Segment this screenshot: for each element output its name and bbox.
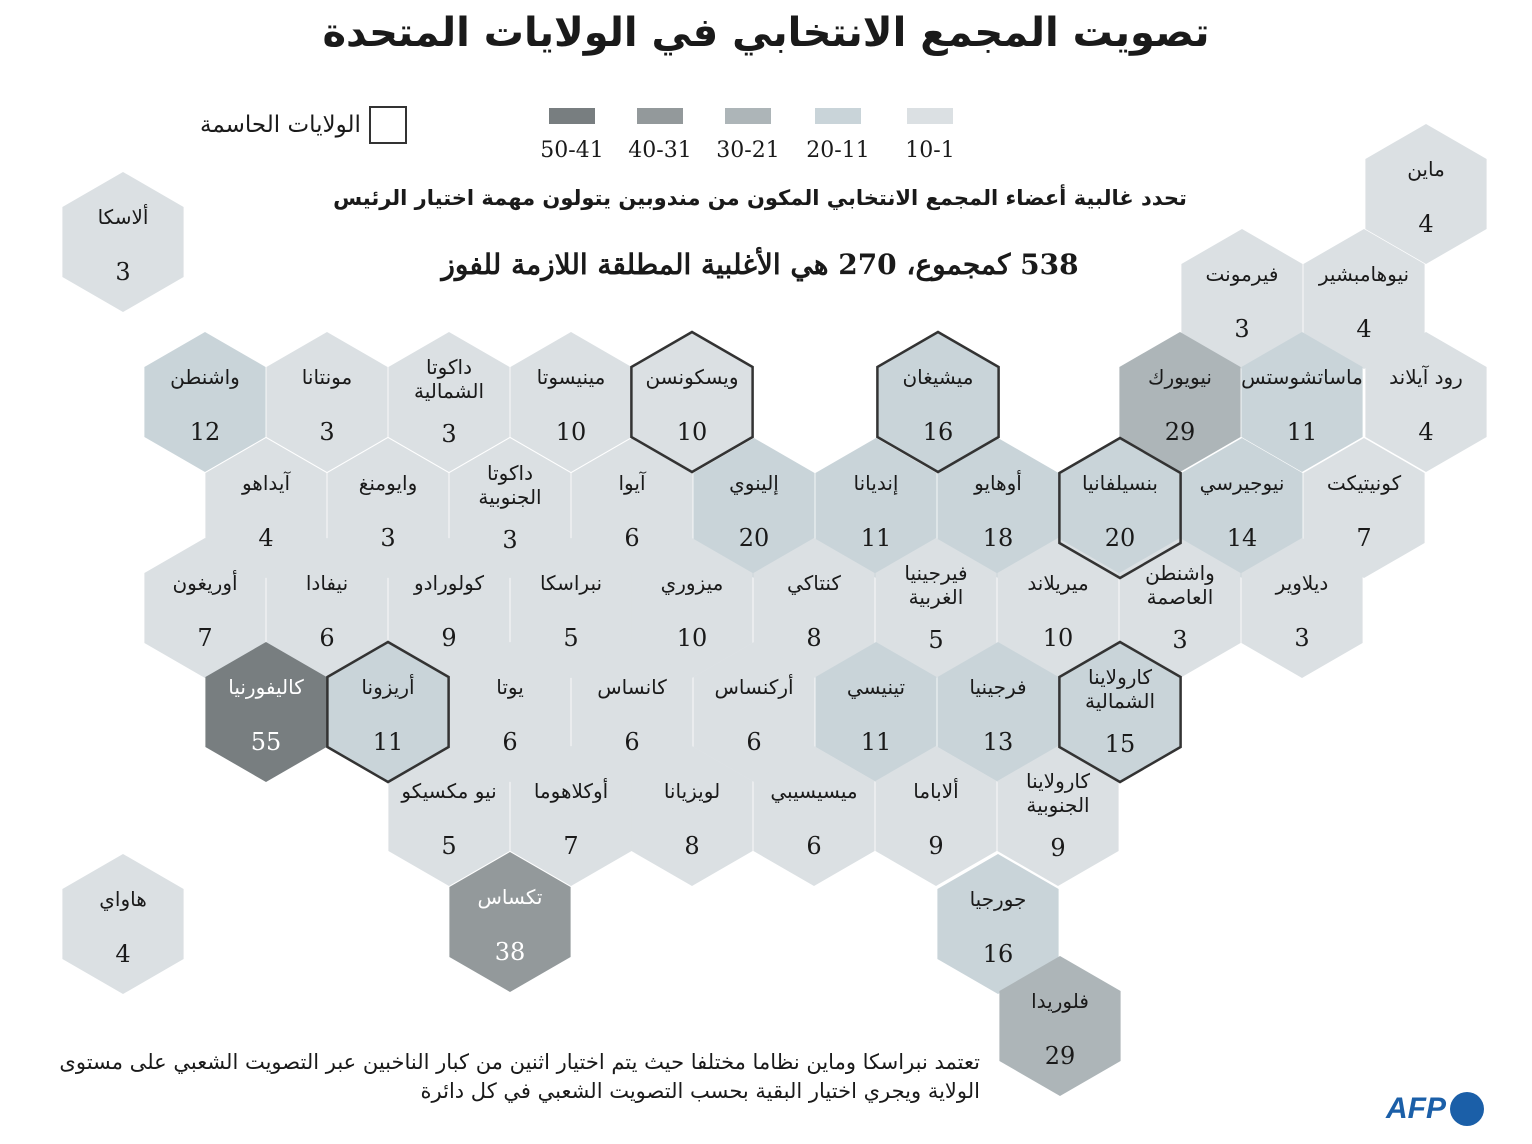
state-name: نيويورك — [1148, 365, 1212, 389]
state-votes: 3 — [1234, 315, 1250, 343]
state-votes: 18 — [982, 524, 1014, 552]
state-votes: 5 — [563, 624, 579, 652]
state-name: رود آيلاند — [1389, 365, 1463, 389]
state-votes: 8 — [806, 624, 822, 652]
state-votes: 4 — [1418, 418, 1434, 446]
state-name: أوهايو — [974, 471, 1022, 495]
state-tile — [62, 172, 183, 312]
subtitle: تحدد غالبية أعضاء المجمع الانتخابي المكون من مندوبين يتولون مهمة اختيار الرئيس — [333, 186, 1187, 210]
state-votes: 16 — [922, 418, 954, 446]
state-hex-47 — [62, 854, 183, 994]
state-name: ويسكونسن — [645, 365, 739, 389]
afp-logo — [1386, 1092, 1484, 1126]
state-name: هاواي — [99, 887, 147, 911]
state-name: يوتا — [496, 675, 524, 699]
state-name: ألاباما — [913, 779, 959, 803]
state-votes: 29 — [1044, 1042, 1076, 1070]
state-name: فيرجينيا الغربية — [904, 561, 968, 609]
state-votes: 29 — [1164, 418, 1196, 446]
state-name: داكوتا الجنوبية — [478, 461, 542, 509]
state-votes: 11 — [372, 728, 404, 756]
state-votes: 3 — [502, 526, 518, 554]
state-votes: 6 — [319, 624, 335, 652]
state-name: جورجيا — [969, 887, 1027, 911]
state-name: نبراسكا — [539, 571, 603, 595]
map-title: تصويت المجمع الانتخابي في الولايات المتحدة — [322, 10, 1210, 56]
state-name: ميريلاند — [1027, 571, 1089, 595]
legend-label: 20-11 — [806, 138, 870, 163]
swing-legend-label: الولايات الحاسمة — [200, 112, 361, 138]
state-name: واشنطن — [170, 365, 240, 389]
state-name: أريزونا — [361, 675, 415, 699]
state-votes: 7 — [197, 624, 213, 652]
state-votes: 3 — [441, 420, 457, 448]
state-votes: 6 — [746, 728, 762, 756]
state-name: نيفادا — [305, 571, 349, 595]
state-votes: 6 — [624, 524, 640, 552]
state-votes: 6 — [806, 832, 822, 860]
state-votes: 4 — [1418, 210, 1434, 238]
state-votes: 15 — [1104, 730, 1136, 758]
state-name: فرجينيا — [969, 675, 1027, 699]
state-name: ميزوري — [660, 571, 724, 595]
state-name: واشنطن العاصمة — [1145, 561, 1215, 609]
state-name: لويزيانا — [663, 779, 721, 803]
state-votes: 7 — [1356, 524, 1372, 552]
state-votes: 3 — [1172, 626, 1188, 654]
state-votes: 4 — [1356, 315, 1372, 343]
state-votes: 3 — [115, 258, 131, 286]
state-votes: 9 — [928, 832, 944, 860]
state-name: نيوجيرسي — [1199, 471, 1285, 495]
state-name: كنتاكي — [787, 571, 841, 595]
state-votes: 20 — [1104, 524, 1136, 552]
state-name: وايومنغ — [358, 471, 418, 495]
state-votes: 20 — [738, 524, 770, 552]
state-votes: 10 — [676, 418, 708, 446]
state-votes: 10 — [676, 624, 708, 652]
state-name: أوريغون — [172, 571, 238, 595]
legend-label: 30-21 — [716, 138, 780, 163]
state-name: تكساس — [477, 885, 543, 909]
state-votes: 4 — [115, 940, 131, 968]
state-votes: 55 — [250, 728, 282, 756]
state-name: تينيسي — [846, 675, 906, 699]
state-votes: 7 — [563, 832, 579, 860]
legend-label: 40-31 — [628, 138, 692, 163]
state-name: أوكلاهوما — [533, 779, 609, 803]
state-hex-1 — [62, 172, 183, 312]
state-name: كاليفورنيا — [228, 675, 304, 699]
state-votes: 10 — [555, 418, 587, 446]
state-votes: 16 — [982, 940, 1014, 968]
legend-label: 50-41 — [540, 138, 604, 163]
state-votes: 11 — [860, 728, 892, 756]
state-votes: 11 — [1286, 418, 1318, 446]
state-votes: 5 — [928, 626, 944, 654]
state-name: مونتانا — [301, 365, 353, 389]
state-votes: 13 — [982, 728, 1014, 756]
footnote: تعتمد نبراسكا وماين نظاما مختلفا حيث يتم اختيار اثنين من كبار الناخبين عبر التصويت الشعبي على مستوى الولاية ويجري اختيار البقية بحسب التصويت الشعبي في كل دائرة — [59, 1050, 980, 1103]
state-name: ماين — [1407, 157, 1445, 181]
state-votes: 14 — [1226, 524, 1258, 552]
state-votes: 10 — [1042, 624, 1074, 652]
state-name: كونيتيكت — [1326, 471, 1402, 495]
state-name: كارولاينا الشمالية — [1085, 665, 1155, 713]
state-name: ميسيسيبي — [770, 779, 858, 803]
state-name: كانساس — [597, 675, 667, 699]
state-votes: 6 — [502, 728, 518, 756]
state-name: فيرمونت — [1205, 262, 1279, 286]
state-votes: 5 — [441, 832, 457, 860]
state-name: آيداهو — [241, 471, 291, 495]
summary: 538 كمجموع، 270 هي الأغلبية المطلقة اللازمة للفوز — [441, 248, 1079, 281]
state-name: ماساتشوستس — [1241, 365, 1363, 389]
state-name: نيوهامبشير — [1318, 262, 1410, 286]
state-votes: 11 — [860, 524, 892, 552]
state-name: مينيسوتا — [536, 365, 606, 389]
state-votes: 3 — [319, 418, 335, 446]
state-name: نيو مكسيكو — [401, 779, 497, 803]
state-name: فلوريدا — [1031, 989, 1089, 1013]
state-name: أركنساس — [714, 675, 794, 699]
state-name: ميشيغان — [902, 365, 974, 389]
state-votes: 38 — [494, 938, 526, 966]
afp-logo-text: AFP — [1386, 1092, 1446, 1125]
state-name: ألاسكا — [97, 205, 149, 229]
state-name: كولورادو — [413, 571, 485, 595]
state-name: بنسيلفانيا — [1081, 471, 1159, 495]
legend-label: 10-1 — [905, 138, 955, 163]
state-tile — [62, 854, 183, 994]
afp-logo-dot — [1450, 1092, 1484, 1126]
state-votes: 9 — [1050, 834, 1066, 862]
state-votes: 9 — [441, 624, 457, 652]
state-name: ديلاوير — [1275, 571, 1329, 595]
state-votes: 4 — [258, 524, 274, 552]
state-name: داكوتا الشمالية — [414, 355, 484, 403]
state-name: كارولاينا الجنوبية — [1025, 769, 1091, 817]
state-votes: 12 — [189, 418, 221, 446]
state-name: إلينوي — [729, 471, 779, 495]
state-name: إنديانا — [853, 471, 899, 495]
state-votes: 3 — [1294, 624, 1310, 652]
state-votes: 3 — [380, 524, 396, 552]
state-votes: 6 — [624, 728, 640, 756]
state-votes: 8 — [684, 832, 700, 860]
state-name: آيوا — [618, 471, 646, 495]
